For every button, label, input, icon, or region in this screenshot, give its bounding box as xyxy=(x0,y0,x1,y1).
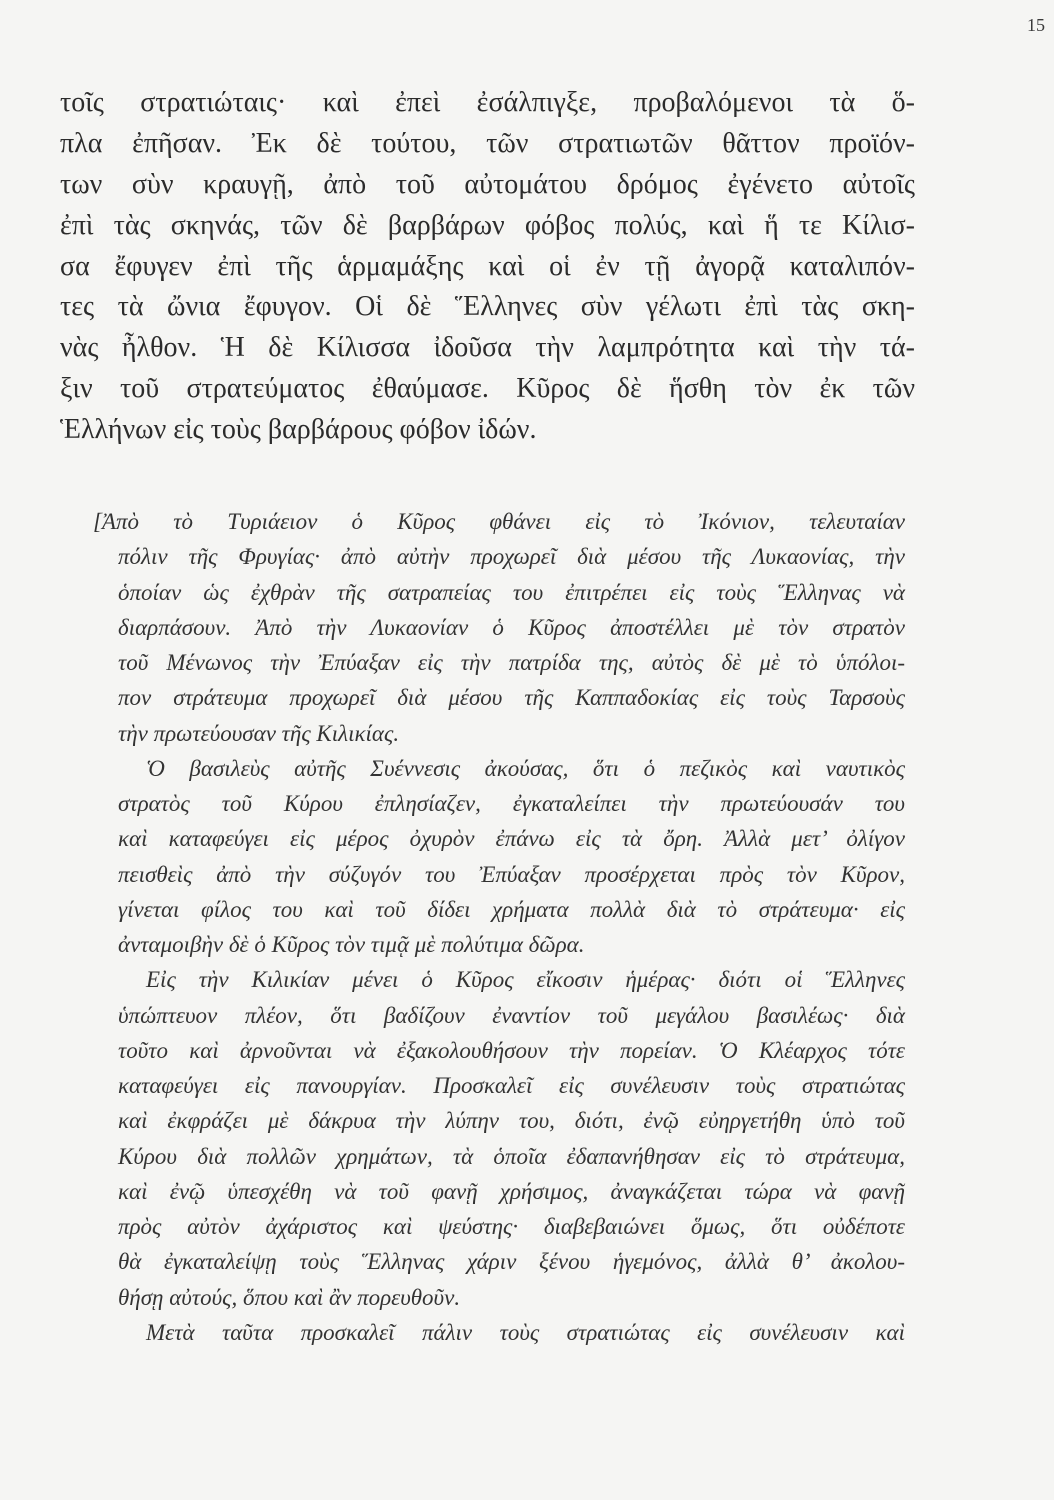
main-text-line: ἐπὶ τὰς σκηνάς, τῶν δὲ βαρβάρων φόβος πολύς, καὶ ἥ τε Κίλισ- xyxy=(60,209,915,241)
commentary-line: ὁποίαν ὡς ἐχθρὰν τῆς σατραπείας του ἐπιτρέπει εἰς τοὺς Ἕλληνας νὰ xyxy=(118,579,905,605)
commentary-line: θήσῃ αὐτούς, ὅπου καὶ ἂν πορευθοῦν. xyxy=(118,1284,461,1310)
commentary-line: Ὁ βασιλεὺς αὐτῆς Συέννεσις ἀκούσας, ὅτι ὁ πεζικὸς καὶ ναυτικὸς xyxy=(146,755,905,781)
commentary-line: [Ἀπὸ τὸ Τυριάειον ὁ Κῦρος φθάνει εἰς τὸ Ἰκόνιον, τελευταίαν xyxy=(93,509,905,534)
main-text-line: σα ἔφυγεν ἐπὶ τῆς ἁρμαμάξης καὶ οἱ ἐν τῇ ἀγορᾷ καταλιπόν- xyxy=(60,250,915,282)
commentary xyxy=(93,504,905,1350)
main-text-line: νὰς ἦλθον. Ἡ δὲ Κίλισσα ἰδοῦσα τὴν λαμπρότητα καὶ τὴν τά- xyxy=(60,332,915,364)
commentary-line: τοῦτο καὶ ἀρνοῦνται νὰ ἐξακολουθήσουν τὴν πορείαν. Ὁ Κλέαρχος τότε xyxy=(118,1037,905,1063)
commentary-line: Εἰς τὴν Κιλικίαν μένει ὁ Κῦρος εἴκοσιν ἡμέρας· διότι οἱ Ἕλληνες xyxy=(146,967,905,993)
commentary-line: πον στράτευμα προχωρεῖ διὰ μέσου τῆς Καππαδοκίας εἰς τοὺς Ταρσοὺς xyxy=(118,685,905,711)
commentary-paragraph xyxy=(118,962,905,1315)
commentary-line: τὴν πρωτεύουσαν τῆς Κιλικίας. xyxy=(118,720,400,746)
main-text-line: πλα ἐπῆσαν. Ἐκ δὲ τούτου, τῶν στρατιωτῶν θᾶττον προϊόν- xyxy=(60,127,915,159)
commentary-line: ὑπώπτευον πλέον, ὅτι βαδίζουν ἐναντίον τοῦ μεγάλου βασιλέως· διὰ xyxy=(118,1002,905,1028)
commentary-paragraph xyxy=(93,504,905,751)
commentary-line: τοῦ Μένωνος τὴν Ἐπύαξαν εἰς τὴν πατρίδα της, αὐτὸς δὲ μὲ τὸ ὑπόλοι- xyxy=(118,650,905,675)
commentary-line: καὶ ἐκφράζει μὲ δάκρυα τὴν λύπην του, διότι, ἐνῷ εὐηργετήθη ὑπὸ τοῦ xyxy=(118,1108,905,1134)
commentary-line: καὶ ἐνῷ ὑπεσχέθη νὰ τοῦ φανῇ χρήσιμος, ἀναγκάζεται τώρα νὰ φανῇ xyxy=(118,1178,905,1204)
page-number: 15 xyxy=(1027,15,1045,35)
commentary-line: Μετὰ ταῦτα προσκαλεῖ πάλιν τοὺς στρατιώτας εἰς συνέλευσιν καὶ xyxy=(146,1319,905,1345)
commentary-line: πρὸς αὐτὸν ἀχάριστος καὶ ψεύστης· διαβεβαιώνει ὅμως, ὅτι οὐδέποτε xyxy=(118,1214,905,1239)
commentary-line: διαρπάσουν. Ἀπὸ τὴν Λυκαονίαν ὁ Κῦρος ἀποστέλλει μὲ τὸν στρατὸν xyxy=(118,614,905,640)
main-text-line: Ἑλλήνων εἰς τοὺς βαρβάρους φόβον ἰδών. xyxy=(60,414,537,446)
commentary-line: στρατὸς τοῦ Κύρου ἐπλησίαζεν, ἐγκαταλείπει τὴν πρωτεύουσάν του xyxy=(118,791,905,816)
main-text-line: τες τὰ ὤνια ἔφυγον. Οἱ δὲ Ἕλληνες σὺν γέλωτι ἐπὶ τὰς σκη- xyxy=(60,291,915,323)
commentary-line: πεισθεὶς ἀπὸ τὴν σύζυγόν του Ἐπύαξαν προσέρχεται πρὸς τὸν Κῦρον, xyxy=(118,861,905,887)
main-text xyxy=(60,83,915,451)
main-text-line: ξιν τοῦ στρατεύματος ἐθαύμασε. Κῦρος δὲ ἥσθη τὸν ἐκ τῶν xyxy=(60,373,915,405)
commentary-paragraph xyxy=(118,1315,905,1350)
commentary-line: Κύρου διὰ πολλῶν χρημάτων, τὰ ὁποῖα ἐδαπανήθησαν εἰς τὸ στράτευμα, xyxy=(118,1143,905,1169)
commentary-line: ἀνταμοιβὴν δὲ ὁ Κῦρος τὸν τιμᾷ μὲ πολύτιμα δῶρα. xyxy=(118,932,585,957)
commentary-line: πόλιν τῆς Φρυγίας· ἀπὸ αὐτὴν προχωρεῖ διὰ μέσου τῆς Λυκαονίας, τὴν xyxy=(118,544,905,570)
commentary-paragraph xyxy=(118,751,905,963)
commentary-line: καὶ καταφεύγει εἰς μέρος ὀχυρὸν ἐπάνω εἰς τὰ ὄρη. Ἀλλὰ μετ’ ὀλίγον xyxy=(118,826,905,852)
commentary-line: καταφεύγει εἰς πανουργίαν. Προσκαλεῖ εἰς συνέλευσιν τοὺς στρατιώτας xyxy=(118,1073,905,1098)
commentary-line: θὰ ἐγκαταλείψῃ τοὺς Ἕλληνας χάριν ξένου ἡγεμόνος, ἀλλὰ θ’ ἀκολου- xyxy=(118,1249,905,1275)
commentary-line: γίνεται φίλος του καὶ τοῦ δίδει χρήματα πολλὰ διὰ τὸ στράτευμα· εἰς xyxy=(118,896,905,922)
main-text-line: των σὺν κραυγῇ, ἀπὸ τοῦ αὐτομάτου δρόμος ἐγένετο αὐτοῖς xyxy=(60,168,915,200)
main-text-line: τοῖς στρατιώταις· καὶ ἐπεὶ ἐσάλπιγξε, προβαλόμενοι τὰ ὅ- xyxy=(60,87,915,118)
